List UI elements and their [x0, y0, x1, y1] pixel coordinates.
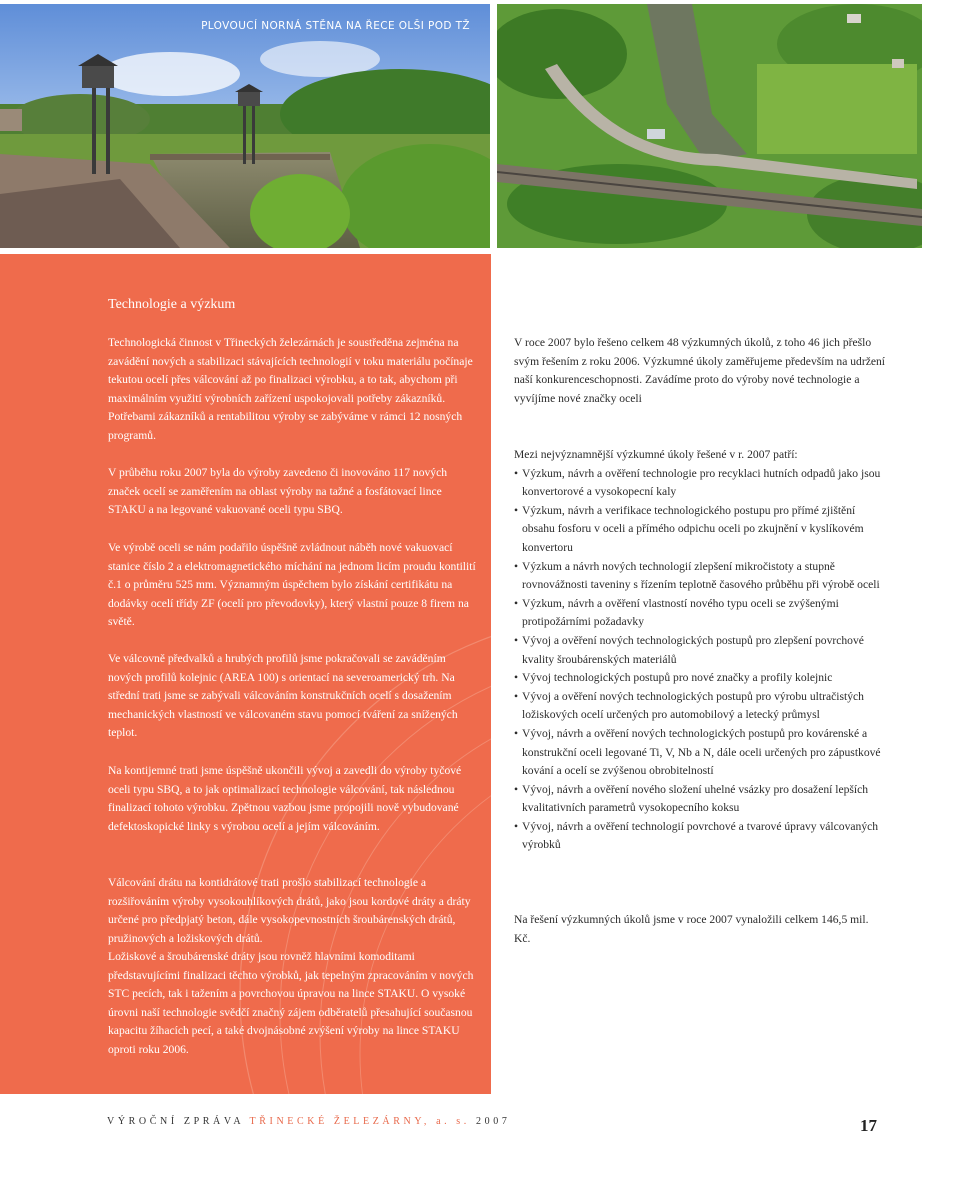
footer-report-title: [107, 1116, 510, 1127]
footer-company: TŘINECKÉ ŽELEZÁRNY, a. s.: [249, 1116, 470, 1127]
footer-report-label: VÝROČNÍ ZPRÁVA: [107, 1116, 244, 1127]
paragraph-new-steels: V průběhu roku 2007 byla do výroby zavedeno či inovováno 117 nových značek ocelí se zaměřením na oblast výroby na tažné a fosfátovací lince STAKU a na legované vakuované oceli typu SBQ.: [108, 466, 448, 517]
paragraph-steel-production: Ve výrobě oceli se nám podařilo úspěšně zvládnout náběh nové vakuovací stanice číslo 2 a elektromagnetického míchání na jednom licím proudu kontilití č.1 o průměru 525 mm. Významným úspěchem bylo získání certifikátu na dodávky ocelí třídy ZF (ocelí pro převodovky), který vlastní pouze 8 firem na světě.: [108, 541, 476, 629]
orange-panel: [0, 254, 491, 1094]
list-item: • Vývoj technologických postupů pro nové značky a profily kolejnic: [514, 669, 886, 688]
research-closing-section: [514, 911, 886, 948]
list-item: • Vývoj, návrh a ověření technologií povrchové a tvarové úpravy válcovaných výrobků: [514, 818, 886, 855]
research-list-title: Mezi nejvýznamnější výzkumné úkoly řešené v r. 2007 patří:: [514, 448, 798, 461]
research-tasks-section: [514, 446, 886, 855]
list-item: • Vývoj, návrh a ověření nového složení uhelné vsázky pro dosažení lepších kvalitativních parametrů vysokopecního koksu: [514, 781, 886, 818]
list-item: • Výzkum, návrh a verifikace technologického postupu pro přímé zjištění obsahu fosforu v oceli a přímého odpichu oceli po zkujnění v kyslíkovém konvertoru: [514, 502, 886, 558]
list-item: • Výzkum, návrh a ověření technologie pro recyklaci hutních odpadů jako jsou konvertorové a vysokopecní kaly: [514, 465, 886, 502]
list-item: • Výzkum a návrh nových technologií zlepšení mikročistoty a stupně rovnovážnosti taveniny s řízením teplotně časového průběhu při výrobě oceli: [514, 558, 886, 595]
paragraph-continuous-mill: Na kontijemné trati jsme úspěšně ukončili vývoj a zavedli do výroby tyčové oceli typu SBQ, a to jak optimalizací technologie válcování, tak následnou finalizací tohoto výrobku. Zpětnou vazbou jsme propojili nově vybudované defektoskopické linky s výrobou ocelí a jejím válcováním.: [108, 764, 462, 833]
footer-year: 2007: [476, 1116, 511, 1127]
page-number: 17: [860, 1116, 877, 1135]
right-column-intro: [514, 334, 886, 408]
research-closing: Na řešení výzkumných úkolů jsme v roce 2007 vynaložili celkem 146,5 mil. Kč.: [514, 913, 869, 945]
research-task-list: [514, 465, 886, 855]
paragraph-intro: Technologická činnost v Třineckých železárnách je soustředěna zejména na zavádění nových a stabilizaci stávajících technologií v toku materiálu počínaje tekutou ocelí přes válcování až po finalizaci výrobku, a to tak, abychom při maximálním využití výrobních zařízení uspokojovali potřeby zákazníků. Potřebami zákazníků a rentabilitou výroby se zabýváme v rámci 12 nosných programů.: [108, 336, 473, 442]
photo-caption: PLOVOUCÍ NORNÁ STĚNA NA ŘECE OLŠI POD TŽ: [201, 20, 470, 32]
section-title: Technologie a výzkum: [108, 297, 236, 312]
paragraph-rolling-mill: Ve válcovně předvalků a hrubých profilů jsme pokračovali se zaváděním nových profilů kolejnic (AREA 100) s orientací na severoamerický trh. Na střední trati jsme se zabývali válcováním konstrukčních ocelí s dosažením mechanických vlastností ve válcovaném stavu pomocí tváření za snížených teplot.: [108, 652, 458, 740]
research-intro: V roce 2007 bylo řešeno celkem 48 výzkumných úkolů, z toho 46 jich přešlo svým řešením z roku 2006. Výzkumné úkoly zaměřujeme především na udržení naší konkurenceschopnosti. Zavádíme proto do výroby nové technologie a vyvíjíme nové značky oceli: [514, 336, 886, 405]
list-item: • Výzkum, návrh a ověření vlastností nového typu oceli se zvýšenými protipožárními požadavky: [514, 595, 886, 632]
list-item: • Vývoj, návrh a ověření nových technologických postupů pro kovárenské a konstrukční oceli legované Ti, V, Nb a N, dále oceli určených pro zápustkové kování a ocelí se zvýšenou obrobitelností: [514, 725, 886, 781]
paragraph-wire-rolling: Válcování drátu na kontidrátové trati prošlo stabilizací technologie a rozšiřováním výroby vysokouhlíkových drátů, jako jsou kordové dráty a dráty určené pro předpjatý beton, dále vysokopevnostních šroubárenských drátů, pružinových a ložiskových drátů.: [108, 876, 471, 945]
river-photo: [0, 4, 490, 248]
paragraph-bearing-wires: Ložiskové a šroubárenské dráty jsou rovněž hlavními komoditami představujícími finalizaci těchto výrobků, jak tepelným zpracováním v nových STC pecích, tak i tažením a povrchovou úpravou na lince STAKU. O vysoké úrovni naší technologie svědčí značný zájem odběratelů přesahující současnou kapacitu žíhacích pecí, a také dvojnásobné zvýšení výroby na lince STAKU oproti roku 2006.: [108, 950, 474, 1056]
list-item: • Vývoj a ověření nových technologických postupů pro zlepšení povrchové kvality šroubárenských materiálů: [514, 632, 886, 669]
list-item: • Vývoj a ověření nových technologických postupů pro výrobu ultračistých ložiskových ocelí určených pro automobilový a letecký průmysl: [514, 688, 886, 725]
aerial-photo: [497, 4, 922, 248]
